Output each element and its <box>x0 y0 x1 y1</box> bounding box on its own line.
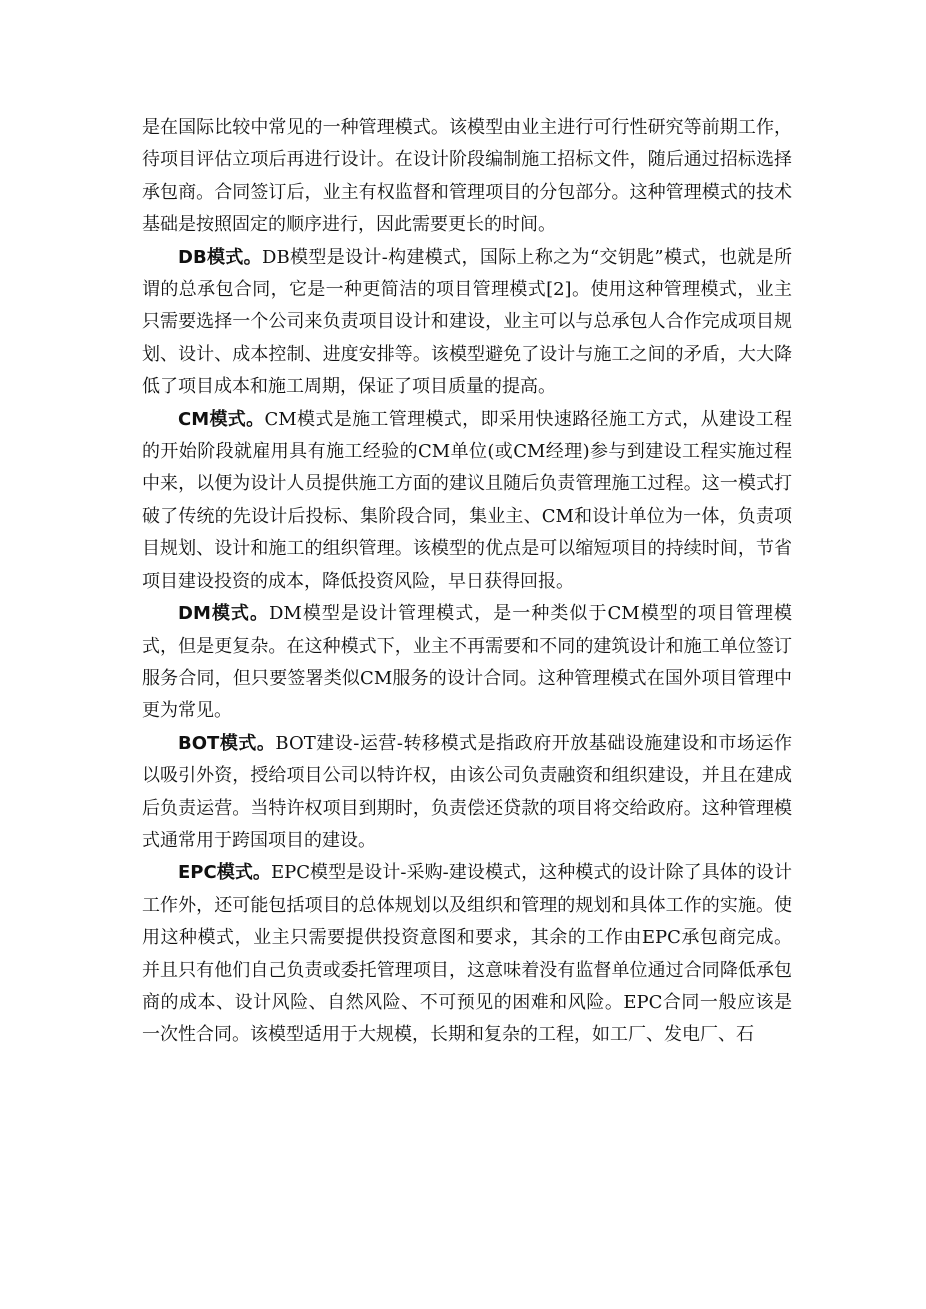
paragraph-bot-mode <box>142 728 792 858</box>
paragraph-text: CM模式是施工管理模式，即采用快速路径施工方式，从建设工程的开始阶段就雇用具有施工经验的CM单位(或CM经理)参与到建设工程实施过程中来，以便为设计人员提供施工方面的建议且随后负责管理施工过程。这一模式打破了传统的先设计后投标、集阶段合同，集业主、CM和设计单位为一体，负责项目规划、设计和施工的组织管理。该模型的优点是可以缩短项目的持续时间，节省项目建设投资的成本，降低投资风险，早日获得回报。 <box>142 408 792 592</box>
cm-mode-heading: CM模式。 <box>178 408 265 430</box>
paragraph-text: DB模型是设计-构建模式，国际上称之为“交钥匙”模式，也就是所谓的总承包合同，它是一种更简洁的项目管理模式[2]。使用这种管理模式，业主只需要选择一个公司来负责项目设计和建设，业主可以与总承包人合作完成项目规划、设计、成本控制、进度安排等。该模型避免了设计与施工之间的矛盾，大大降低了项目成本和施工周期，保证了项目质量的提高。 <box>142 246 792 398</box>
db-mode-heading: DB模式。 <box>178 246 263 268</box>
paragraph-text: 是在国际比较中常见的一种管理模式。该模型由业主进行可行性研究等前期工作，待项目评估立项后再进行设计。在设计阶段编制施工招标文件，随后通过招标选择承包商。合同签订后，业主有权监督和管理项目的分包部分。这种管理模式的技术基础是按照固定的顺序进行，因此需要更长的时间。 <box>142 117 792 236</box>
epc-mode-heading: EPC模式。 <box>178 862 271 884</box>
body-text <box>142 112 792 1052</box>
paragraph-text: EPC模型是设计-采购-建设模式，这种模式的设计除了具体的设计工作外，还可能包括项目的总体规划以及组织和管理的规划和具体工作的实施。使用这种模式，业主只需要提供投资意图和要求，其余的工作由EPC承包商完成。并且只有他们自己负责或委托管理项目，这意味着没有监督单位通过合同降低承包商的成本、设计风险、自然风险、不可预见的困难和风险。EPC合同一般应该是一次性合同。该模型适用于大规模，长期和复杂的工程，如工厂、发电厂、石 <box>142 862 792 1046</box>
bot-mode-heading: BOT模式。 <box>178 732 276 754</box>
paragraph-intro <box>142 112 792 242</box>
paragraph-dm-mode <box>142 598 792 728</box>
paragraph-text: BOT建设-运营-转移模式是指政府开放基础设施建设和市场运作以吸引外资，授给项目公司以特许权，由该公司负责融资和组织建设，并且在建成后负责运营。当特许权项目到期时，负责偿还贷款的项目将交给政府。这种管理模式通常用于跨国项目的建设。 <box>142 732 792 851</box>
paragraph-db-mode <box>142 242 792 404</box>
paragraph-epc-mode <box>142 857 792 1051</box>
dm-mode-heading: DM模式。 <box>178 603 269 625</box>
paragraph-text: DM模型是设计管理模式，是一种类似于CM模型的项目管理模式，但是更复杂。在这种模式下，业主不再需要和不同的建筑设计和施工单位签订服务合同，但只要签署类似CM服务的设计合同。这种管理模式在国外项目管理中更为常见。 <box>142 603 792 722</box>
paragraph-cm-mode <box>142 404 792 598</box>
